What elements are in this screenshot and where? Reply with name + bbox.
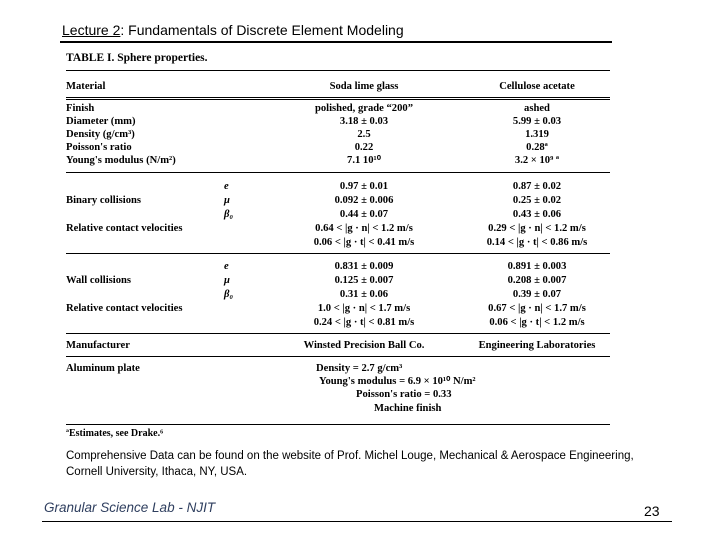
row-value-glass: 1.0 < |g · n| < 1.7 m/s [317, 303, 411, 314]
row-value-acetate: 0.87 ± 0.02 [512, 181, 562, 192]
row-value-glass: 0.97 ± 0.01 [339, 181, 389, 192]
row-label: Relative contact velocities [66, 303, 183, 314]
row-value-acetate: 0.67 < |g · n| < 1.7 m/s [488, 303, 586, 314]
row-value-acetate: 0.28ª [526, 142, 548, 153]
section-rule [66, 172, 610, 173]
caption: Comprehensive Data can be found on the website of Prof. Michel Louge, Mechanical & Aerospace Engineering, Cornell University, Ithaca, NY, USA. [66, 450, 634, 478]
row-value-acetate: 0.25 ± 0.02 [512, 195, 562, 206]
row-symbol: μ [224, 275, 230, 286]
row-symbol: β₀ [224, 289, 234, 300]
row-value-glass: 0.24 < |g · t| < 0.81 m/s [313, 317, 415, 328]
header-rule-2 [66, 99, 610, 100]
row-value-glass: 0.22 [354, 142, 374, 153]
table-top-rule [66, 70, 610, 71]
row-value-glass: 0.31 ± 0.06 [339, 289, 389, 300]
table-bottom-rule [66, 424, 610, 425]
row-value-glass: 0.64 < |g · n| < 1.2 m/s [315, 223, 413, 234]
row-label: Relative contact velocities [66, 223, 183, 234]
row-value-glass: 3.18 ± 0.03 [339, 116, 389, 127]
header-cellulose-acetate: Cellulose acetate [499, 81, 575, 92]
row-value-acetate: 3.2 × 10⁹ ª [514, 155, 560, 166]
row-value-glass: Winsted Precision Ball Co. [303, 340, 425, 351]
row-symbol: e [224, 261, 229, 272]
lecture-label: Lecture 2 [62, 22, 121, 38]
section-rule [66, 356, 610, 357]
header-rule [60, 41, 612, 43]
row-value-acetate: ashed [524, 103, 550, 114]
row-label: Density (g/cm³) [66, 129, 135, 140]
plate-finish: Machine finish [374, 403, 442, 414]
section-rule [66, 333, 610, 334]
row-label: Finish [66, 103, 95, 114]
row-value-acetate: 0.06 < |g · t| < 1.2 m/s [489, 317, 585, 328]
row-value-acetate: 5.99 ± 0.03 [512, 116, 562, 127]
row-symbol: β₀ [224, 209, 234, 220]
row-value-glass: 2.5 [357, 129, 371, 140]
row-value-acetate: 1.319 [525, 129, 549, 140]
row-value-acetate: 0.208 ± 0.007 [507, 275, 567, 286]
row-value-glass: polished, grade “200” [314, 103, 413, 114]
row-value-glass: 0.06 < |g · t| < 0.41 m/s [313, 237, 415, 248]
header-rule-1 [66, 97, 610, 98]
page-number: 23 [644, 503, 660, 519]
header-soda-lime-glass: Soda lime glass [329, 81, 399, 92]
footer-lab-name: Granular Science Lab - NJIT [44, 500, 216, 515]
plate-youngs-modulus: Young's modulus = 6.9 × 10¹⁰ N/m² [319, 376, 476, 387]
row-value-acetate: 0.14 < |g · t| < 0.86 m/s [486, 237, 588, 248]
row-label: Wall collisions [66, 275, 132, 286]
row-value-glass: 0.831 ± 0.009 [334, 261, 394, 272]
row-label: Poisson's ratio [66, 142, 132, 153]
row-label: Manufacturer [66, 340, 130, 351]
row-value-glass: 0.44 ± 0.07 [339, 209, 389, 220]
table-title: TABLE I. Sphere properties. [66, 52, 208, 64]
plate-poisson: Poisson's ratio = 0.33 [356, 389, 452, 400]
row-value-acetate: 0.39 ± 0.07 [512, 289, 562, 300]
row-value-glass: 7.1 10¹⁰ [347, 155, 381, 166]
row-symbol: μ [224, 195, 230, 206]
row-value-acetate: 0.43 ± 0.06 [512, 209, 562, 220]
table-footnote: ªEstimates, see Drake.⁶ [66, 428, 164, 439]
lecture-title: : Fundamentals of Discrete Element Modeling [120, 22, 404, 38]
row-value-glass: 0.092 ± 0.006 [334, 195, 394, 206]
row-label: Young's modulus (N/m²) [66, 155, 176, 166]
row-label: Diameter (mm) [66, 116, 136, 127]
footer-rule [42, 521, 672, 522]
section-rule [66, 253, 610, 254]
header-material: Material [66, 81, 106, 92]
plate-density: Density = 2.7 g/cm³ [316, 363, 403, 374]
row-value-acetate: 0.29 < |g · n| < 1.2 m/s [488, 223, 586, 234]
plate-label: Aluminum plate [66, 363, 140, 374]
row-value-glass: 0.125 ± 0.007 [334, 275, 394, 286]
lecture-header [62, 22, 404, 38]
row-symbol: e [224, 181, 229, 192]
row-value-acetate: Engineering Laboratories [478, 340, 596, 351]
row-value-acetate: 0.891 ± 0.003 [507, 261, 567, 272]
row-label: Binary collisions [66, 195, 142, 206]
